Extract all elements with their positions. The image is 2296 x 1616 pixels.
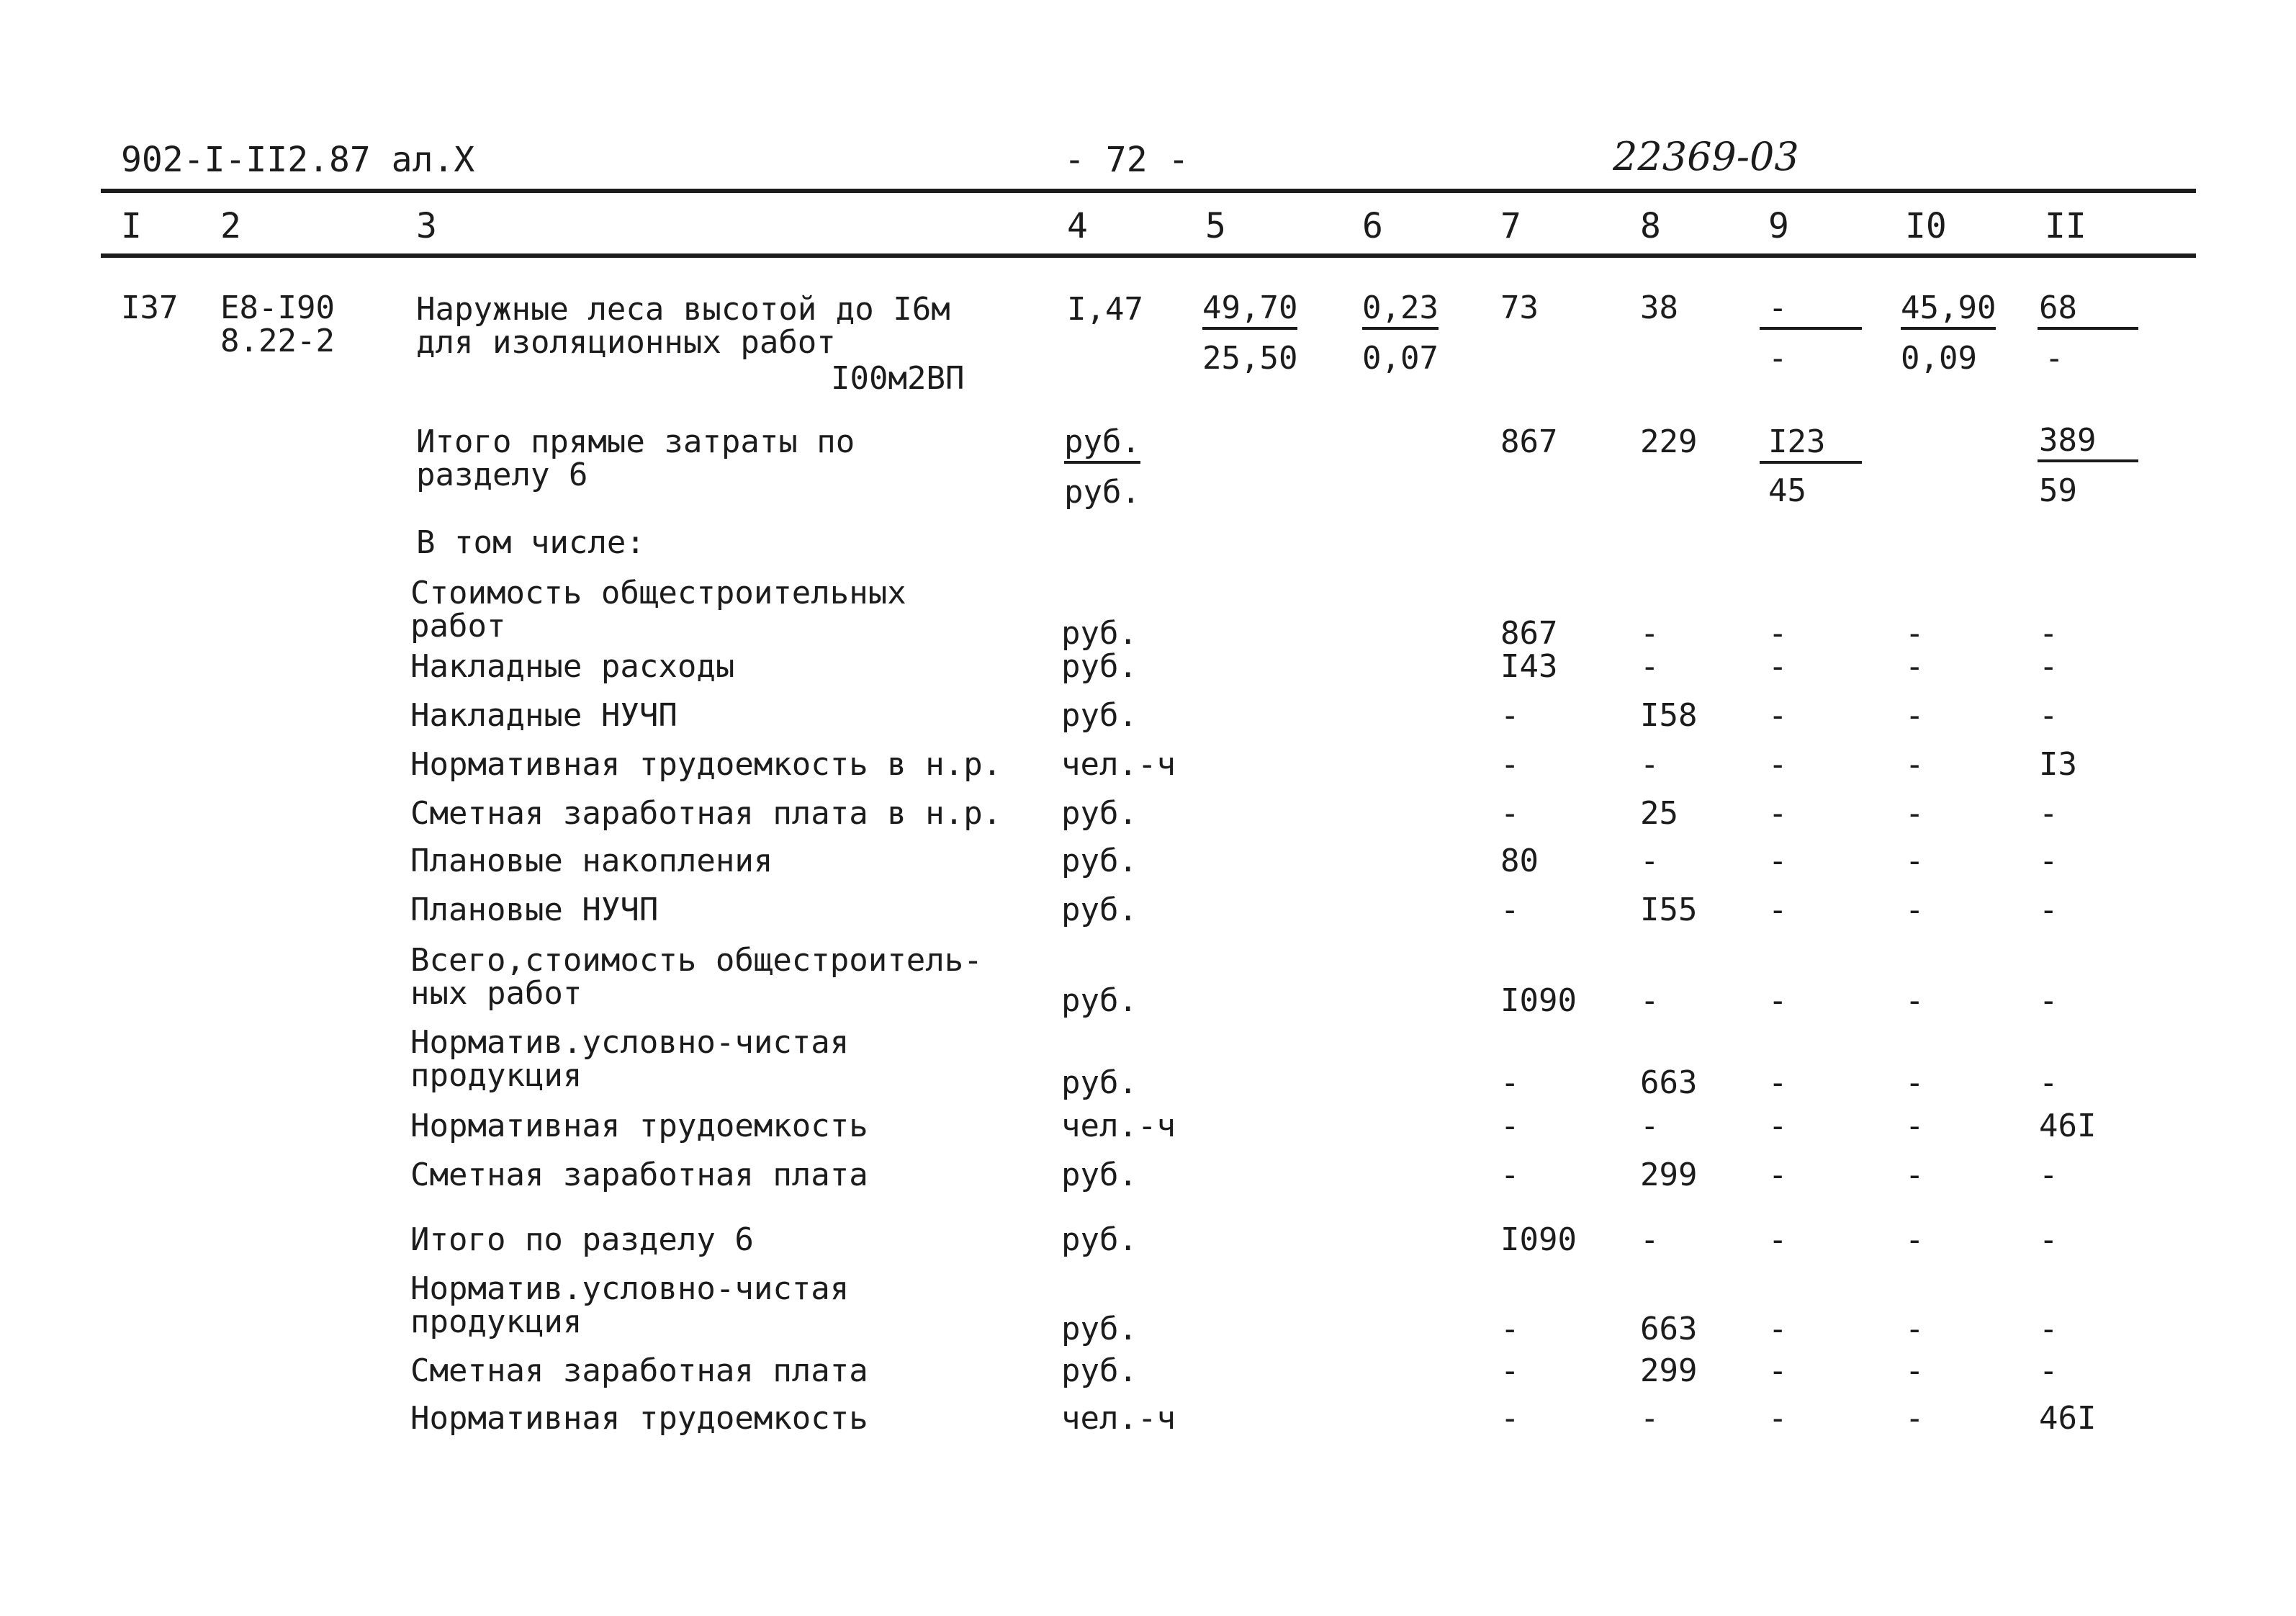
machines-cell: - (1768, 982, 1788, 1019)
labor-total-cell: - (2039, 982, 2058, 1019)
labor-total-cell: - (2039, 1157, 2058, 1193)
cost-cell: 80 (1500, 843, 1539, 879)
labor-total: 68 (2039, 289, 2077, 326)
row-label-cont: ных работ (410, 975, 582, 1012)
labor-total-cell: - (2039, 1352, 2058, 1389)
labor-unit-cell: - (1905, 843, 1924, 879)
totals-machines: I23 (1768, 423, 1826, 460)
wages-cell: 299 (1640, 1157, 1698, 1193)
cost-cell: - (1500, 1400, 1520, 1437)
column-number: 4 (1067, 206, 1088, 246)
totals-labor-machines: 59 (2039, 472, 2077, 509)
fraction-line (2038, 459, 2138, 462)
machines-cell: - (1768, 1352, 1788, 1389)
labor-unit-cell: - (1905, 1400, 1924, 1437)
rate-code: E8-I90 (220, 289, 335, 326)
wages-cell: - (1640, 648, 1660, 685)
labor-total-cell: - (2039, 1311, 2058, 1347)
total-machines-wages: - (1768, 340, 1788, 377)
row-label: Всего,стоимость общестроитель- (410, 942, 983, 979)
unit-machines-wages: 0,07 (1362, 340, 1439, 377)
labor-total-machines: - (2045, 340, 2064, 377)
wages-cell: - (1640, 746, 1660, 783)
column-number: 8 (1640, 206, 1661, 246)
row-unit: руб. (1061, 615, 1138, 652)
column-number: 3 (416, 206, 437, 246)
labor-unit-cell: - (1905, 982, 1924, 1019)
column-number: I (121, 206, 142, 246)
machines-cell: - (1768, 843, 1788, 879)
row-label: Стоимость общестроительных (410, 575, 906, 611)
machines-cell: - (1768, 1221, 1788, 1258)
labor-total-cell: - (2039, 615, 2058, 652)
totals-wages: 229 (1640, 423, 1698, 460)
labor-unit-cell: - (1905, 892, 1924, 928)
totals-cost: 867 (1500, 423, 1558, 460)
row-label-cont: продукция (410, 1057, 582, 1094)
unit-machines: 0,23 (1362, 291, 1439, 330)
row-label: Нормативная трудоемкость в н.р. (410, 746, 1002, 783)
fraction-line (2038, 327, 2138, 330)
column-number: 7 (1500, 206, 1521, 246)
wages-cell: I58 (1640, 697, 1698, 734)
row-unit: руб. (1061, 795, 1138, 832)
totals-machines-wages: 45 (1768, 472, 1806, 509)
row-unit: руб. (1061, 892, 1138, 928)
row-unit: чел.-ч (1061, 746, 1176, 783)
wages-cell: 25 (1640, 795, 1678, 832)
labor-total-cell: - (2039, 892, 2058, 928)
header-rule (101, 253, 2196, 258)
row-label-cont: работ (410, 608, 506, 645)
work-name-cont: для изоляционных работ (416, 324, 836, 361)
cost-cell: 867 (1500, 615, 1558, 652)
inventory-number: 22369-03 (1613, 134, 1799, 179)
column-number: 9 (1768, 206, 1789, 246)
labor-total-cell: - (2039, 1064, 2058, 1101)
machines-cell: - (1768, 892, 1788, 928)
unit-cost-wages: 25,50 (1202, 340, 1298, 377)
wages-cell: - (1640, 1400, 1660, 1437)
row-unit: руб. (1061, 648, 1138, 685)
labor-unit-cell: - (1905, 1311, 1924, 1347)
row-label: Накладные расходы (410, 648, 735, 685)
row-label: Нормативная трудоемкость (410, 1108, 868, 1144)
row-label: Сметная заработная плата (410, 1352, 868, 1389)
labor-unit-cell: - (1905, 1221, 1924, 1258)
wages-cell: - (1640, 1221, 1660, 1258)
quantity: I,47 (1067, 291, 1143, 328)
row-unit: чел.-ч (1061, 1108, 1176, 1144)
labor-unit-cell: - (1905, 697, 1924, 734)
labor-unit-cell: - (1905, 746, 1924, 783)
row-unit: руб. (1061, 1352, 1138, 1389)
wages-cell: 663 (1640, 1064, 1698, 1101)
including-label: В том числе: (416, 524, 645, 561)
total-machines: - (1768, 289, 1788, 326)
wages-cell: - (1640, 615, 1660, 652)
labor-total-cell: 46I (2039, 1108, 2097, 1144)
machines-cell: - (1768, 1311, 1788, 1347)
labor-unit-cell: - (1905, 1352, 1924, 1389)
row-unit: руб. (1061, 1311, 1138, 1347)
machines-cell: - (1768, 1108, 1788, 1144)
machines-cell: - (1768, 1400, 1788, 1437)
wages-cell: - (1640, 1108, 1660, 1144)
row-label: Плановые накопления (410, 843, 773, 879)
labor-total-cell: - (2039, 795, 2058, 832)
totals-label: Итого прямые затраты по (416, 423, 855, 460)
total-wages: 38 (1640, 289, 1678, 326)
row-unit: руб. (1061, 982, 1138, 1019)
row-unit: чел.-ч (1061, 1400, 1176, 1437)
work-name: Наружные леса высотой до I6м (416, 291, 950, 328)
labor-unit-cell: - (1905, 1157, 1924, 1193)
rate-code-secondary: 8.22-2 (220, 323, 335, 359)
labor-per-unit: 45,90 (1901, 291, 1996, 330)
cost-cell: - (1500, 1108, 1520, 1144)
row-label: Норматив.условно-чистая (410, 1270, 850, 1307)
machines-cell: - (1768, 1064, 1788, 1101)
column-number: 5 (1205, 206, 1226, 246)
wages-cell: - (1640, 982, 1660, 1019)
cost-cell: I090 (1500, 982, 1577, 1019)
cost-cell: - (1500, 746, 1520, 783)
column-number: 6 (1362, 206, 1383, 246)
column-number: II (2045, 206, 2086, 246)
wages-cell: 299 (1640, 1352, 1698, 1389)
cost-cell: - (1500, 892, 1520, 928)
cost-cell: - (1500, 1064, 1520, 1101)
labor-total-cell: I3 (2039, 746, 2077, 783)
cost-cell: - (1500, 1352, 1520, 1389)
wages-cell: I55 (1640, 892, 1698, 928)
row-unit: руб. (1061, 843, 1138, 879)
row-unit: руб. (1061, 1221, 1138, 1258)
machines-cell: - (1768, 648, 1788, 685)
machines-cell: - (1768, 615, 1788, 652)
labor-total-cell: - (2039, 648, 2058, 685)
cost-cell: I090 (1500, 1221, 1577, 1258)
labor-unit-cell: - (1905, 1064, 1924, 1101)
labor-per-unit-machines: 0,09 (1901, 340, 1977, 377)
cost-cell: - (1500, 795, 1520, 832)
work-unit: I00м2ВП (831, 360, 965, 397)
labor-total-cell: 46I (2039, 1400, 2097, 1437)
machines-cell: - (1768, 697, 1788, 734)
fraction-line (1760, 461, 1862, 464)
totals-label-cont: разделу 6 (416, 457, 588, 493)
wages-cell: - (1640, 843, 1660, 879)
row-label-cont: продукция (410, 1303, 582, 1340)
row-unit: руб. (1061, 697, 1138, 734)
row-unit: руб. (1061, 1157, 1138, 1193)
wages-cell: 663 (1640, 1311, 1698, 1347)
cost-cell: - (1500, 1311, 1520, 1347)
row-label: Норматив.условно-чистая (410, 1024, 850, 1061)
labor-total-cell: - (2039, 843, 2058, 879)
labor-unit-cell: - (1905, 615, 1924, 652)
totals-labor: 389 (2039, 422, 2097, 459)
row-unit: руб. (1061, 1064, 1138, 1101)
totals-unit-secondary: руб. (1064, 474, 1140, 511)
row-label: Нормативная трудоемкость (410, 1400, 868, 1437)
page-number: - 72 - (1064, 140, 1189, 180)
labor-total-cell: - (2039, 697, 2058, 734)
top-rule (101, 189, 2196, 193)
column-number: 2 (220, 206, 241, 246)
cost-cell: - (1500, 1157, 1520, 1193)
row-label: Сметная заработная плата (410, 1157, 868, 1193)
labor-total-cell: - (2039, 1221, 2058, 1258)
column-number: I0 (1905, 206, 1947, 246)
cost-cell: I43 (1500, 648, 1558, 685)
labor-unit-cell: - (1905, 795, 1924, 832)
machines-cell: - (1768, 746, 1788, 783)
document-code: 902-I-II2.87 ал.X (121, 140, 475, 180)
row-label: Плановые НУЧП (410, 892, 659, 928)
fraction-line (1760, 327, 1862, 330)
machines-cell: - (1768, 795, 1788, 832)
unit-cost: 49,70 (1202, 291, 1297, 330)
cost-cell: - (1500, 697, 1520, 734)
labor-unit-cell: - (1905, 1108, 1924, 1144)
entry-number: I37 (121, 289, 179, 326)
row-label: Сметная заработная плата в н.р. (410, 795, 1002, 832)
row-label: Итого по разделу 6 (410, 1221, 754, 1258)
machines-cell: - (1768, 1157, 1788, 1193)
labor-unit-cell: - (1905, 648, 1924, 685)
totals-unit: руб. (1064, 425, 1140, 464)
total-cost: 73 (1500, 289, 1539, 326)
row-label: Накладные НУЧП (410, 697, 677, 734)
